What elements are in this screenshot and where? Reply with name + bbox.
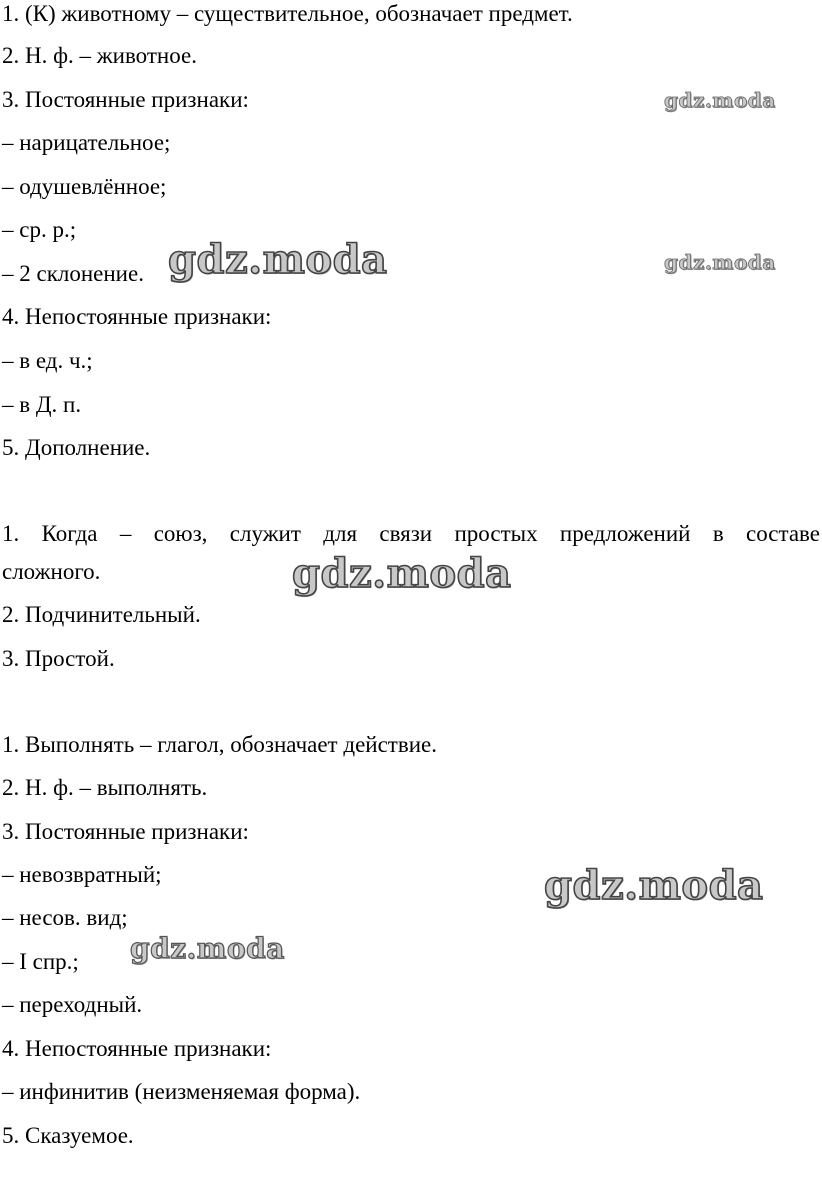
b3-line-8: 4. Непостоянные признаки: <box>2 1036 272 1061</box>
b1-line-7: – 2 склонение. <box>2 261 144 286</box>
b3-line-4: – невозвратный; <box>2 862 162 887</box>
b1-line-10: – в Д. п. <box>2 392 82 417</box>
b1-line-3: 3. Постоянные признаки: <box>2 87 249 112</box>
b1-line-1: 1. (К) животному – существительное, обозначает предмет. <box>2 1 573 26</box>
b3-line-6: – I спр.; <box>2 949 79 974</box>
b2-line-3: 2. Подчинительный. <box>2 602 201 627</box>
watermark-logo: gdz.moda <box>292 550 512 597</box>
watermark-logo: gdz.moda <box>130 932 285 965</box>
b3-line-10: 5. Сказуемое. <box>2 1123 134 1148</box>
watermark-logo: gdz.moda <box>664 88 776 112</box>
watermark-logo: gdz.moda <box>168 236 388 283</box>
b1-line-4: – нарицательное; <box>2 130 171 155</box>
b1-line-9: – в ед. ч.; <box>2 348 93 373</box>
b1-line-11: 5. Дополнение. <box>2 435 151 460</box>
b3-line-1: 1. Выполнять – глагол, обозначает действие. <box>2 732 437 757</box>
b1-line-6: – ср. р.; <box>2 217 77 242</box>
b3-line-5: – несов. вид; <box>2 905 128 930</box>
b2-line-1: 1. Когда – союз, служит для связи простых предложений в составе <box>2 521 820 546</box>
b3-line-9: – инфинитив (неизменяемая форма). <box>2 1079 361 1104</box>
b3-line-2: 2. Н. ф. – выполнять. <box>2 775 208 800</box>
watermark-logo: gdz.moda <box>544 862 764 909</box>
b3-line-7: – переходный. <box>2 992 143 1017</box>
b2-line-4: 3. Простой. <box>2 646 115 671</box>
b1-line-2: 2. Н. ф. – животное. <box>2 43 197 68</box>
b1-line-5: – одушевлённое; <box>2 174 167 199</box>
b1-line-8: 4. Непостоянные признаки: <box>2 304 272 329</box>
b3-line-3: 3. Постоянные признаки: <box>2 819 249 844</box>
b2-line-2: сложного. <box>2 559 101 584</box>
watermark-logo: gdz.moda <box>664 250 776 274</box>
